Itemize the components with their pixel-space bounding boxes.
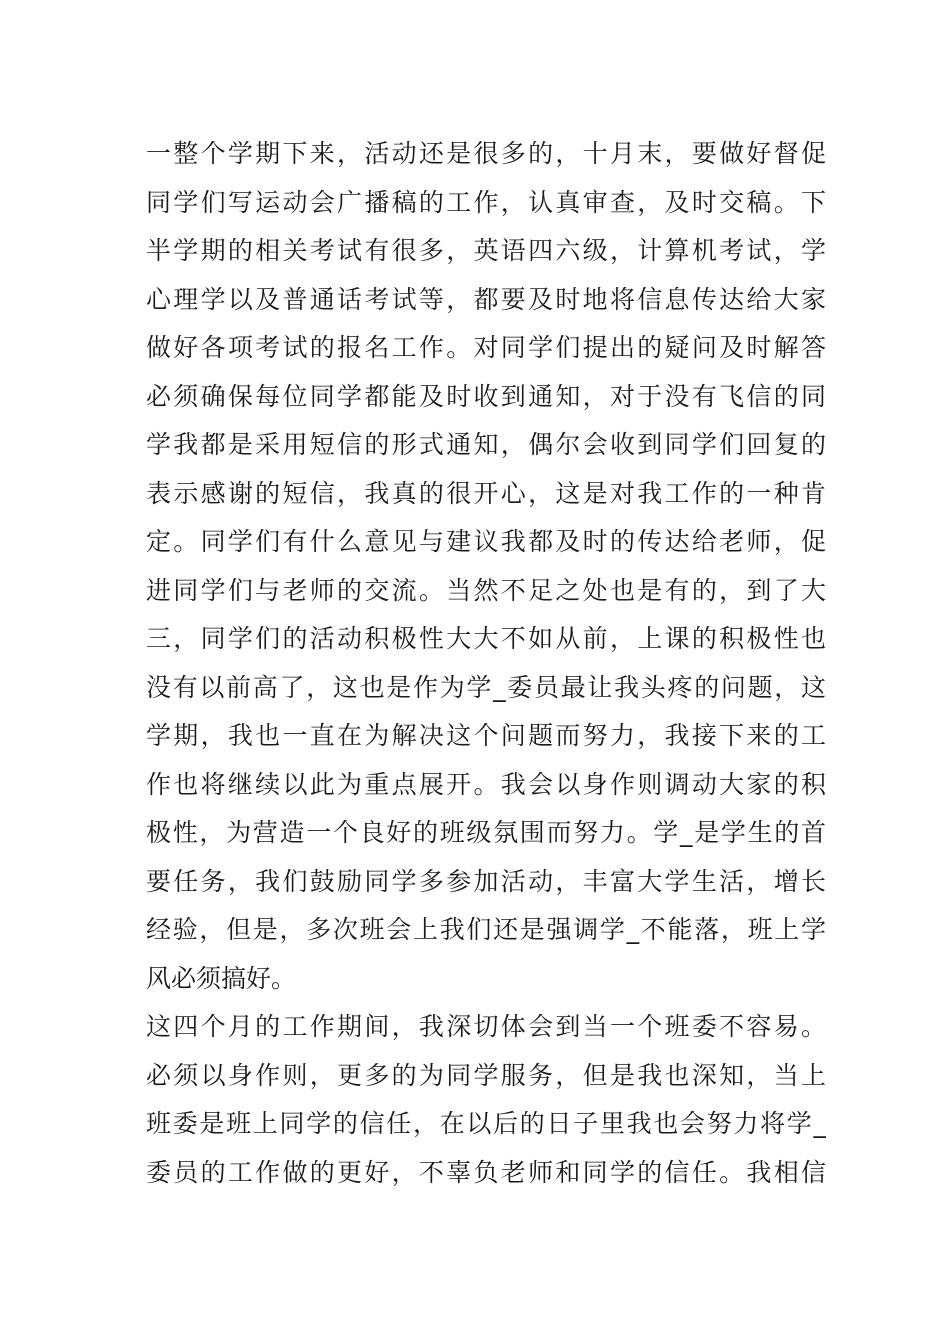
text-line: 作也将继续以此为重点展开。我会以身作则调动大家的积 [146,769,826,799]
text-line: 学期，我也一直在为解决这个问题而努力，我接下来的工 [146,721,826,750]
text-line: 一整个学期下来，活动还是很多的，十月末，要做好督促 [146,139,826,168]
text-line: 做好各项考试的报名工作。对同学们提出的疑问及时解答 [146,333,826,362]
text-line: 三，同学们的活动积极性大大不如从前，上课的积极性也 [146,624,826,653]
text-line: 表示感谢的短信，我真的很开心，这是对我工作的一种肯 [146,478,826,508]
text-line: 要任务，我们鼓励同学多参加活动，丰富大学生活，增长 [146,866,826,896]
document-body [146,130,826,1197]
text-line: 进同学们与老师的交流。当然不足之处也是有的，到了大 [146,575,826,605]
text-line: 班委是班上同学的信任，在以后的日子里我也会努力将学_ [146,1109,826,1138]
text-line: 心理学以及普通话考试等，都要及时地将信息传达给大家 [146,284,826,314]
text-line: 学我都是采用短信的形式通知，偶尔会收到同学们回复的 [146,430,826,459]
text-line: 同学们写运动会广播稿的工作，认真审查，及时交稿。下 [146,187,826,217]
text-line: 定。同学们有什么意见与建议我都及时的传达给老师，促 [146,527,826,556]
text-line: 这四个月的工作期间，我深切体会到当一个班委不容易。 [146,1012,826,1041]
text-line: 没有以前高了，这也是作为学_委员最让我头疼的问题，这 [146,672,826,702]
text-line: 半学期的相关考试有很多，英语四六级，计算机考试，学 [146,236,826,265]
text-line: 委员的工作做的更好，不辜负老师和同学的信任。我相信 [146,1157,826,1187]
text-line: 必须以身作则，更多的为同学服务，但是我也深知，当上 [146,1060,826,1090]
text-line: 风必须搞好。 [146,963,297,993]
text-line: 必须确保每位同学都能及时收到通知，对于没有飞信的同 [146,381,826,411]
text-line: 经验，但是，多次班会上我们还是强调学_不能落，班上学 [146,915,826,944]
text-line: 极性，为营造一个良好的班级氛围而努力。学_是学生的首 [146,818,826,847]
